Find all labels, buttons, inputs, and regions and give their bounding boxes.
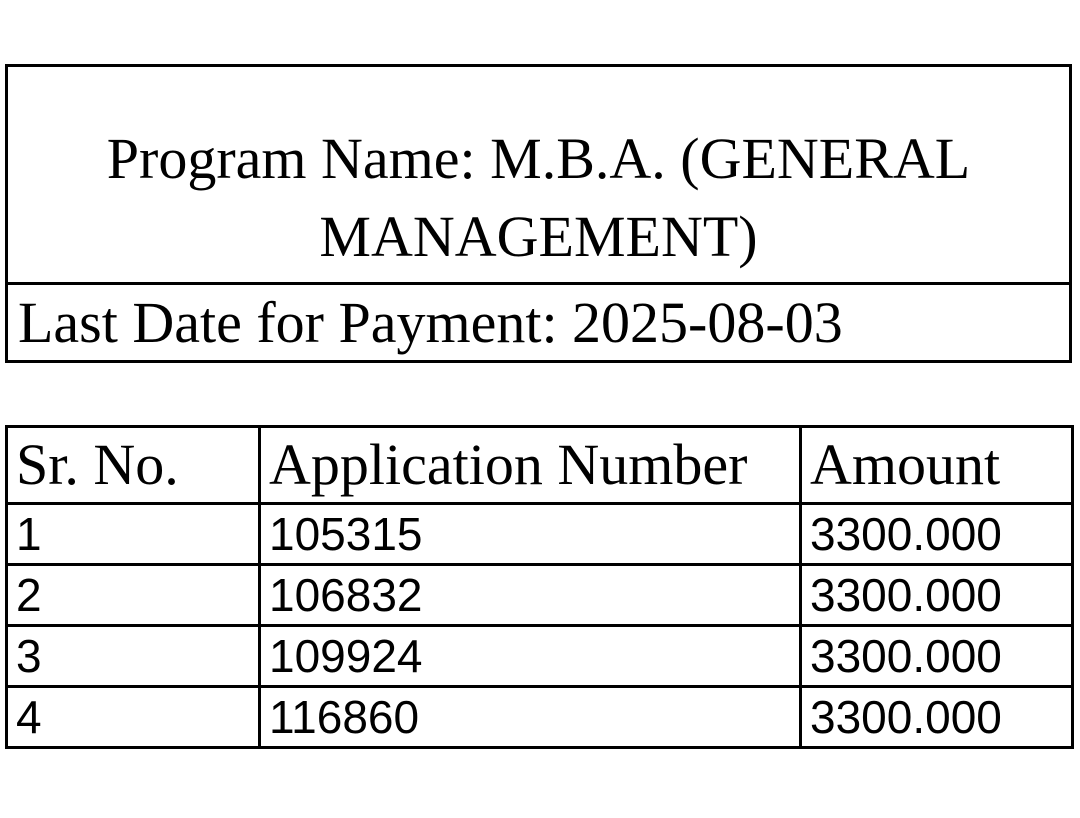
cell-sr-no: 2 [7,565,260,626]
cell-application-number: 106832 [260,565,801,626]
cell-amount: 3300.000 [801,565,1073,626]
cell-amount: 3300.000 [801,626,1073,687]
cell-sr-no: 1 [7,504,260,565]
table-row [7,504,1073,565]
table-row [7,687,1073,748]
cell-sr-no: 3 [7,626,260,687]
cell-application-number: 116860 [260,687,801,748]
cell-amount: 3300.000 [801,687,1073,748]
cell-amount: 3300.000 [801,504,1073,565]
cell-sr-no: 4 [7,687,260,748]
table-row [7,565,1073,626]
cell-application-number: 105315 [260,504,801,565]
header-application-number: Application Number [260,427,801,504]
header-sr-no: Sr. No. [7,427,260,504]
table-row [7,626,1073,687]
program-info-box [5,64,1072,363]
cell-application-number: 109924 [260,626,801,687]
program-name: Program Name: M.B.A. (GENERAL MANAGEMENT) [106,126,971,269]
last-payment-date: Last Date for Payment: 2025-08-03 [18,289,843,355]
header-amount: Amount [801,427,1073,504]
payment-date-cell [8,285,1069,360]
application-table [5,425,1074,749]
table-header-row [7,427,1073,504]
program-name-cell [8,67,1069,285]
